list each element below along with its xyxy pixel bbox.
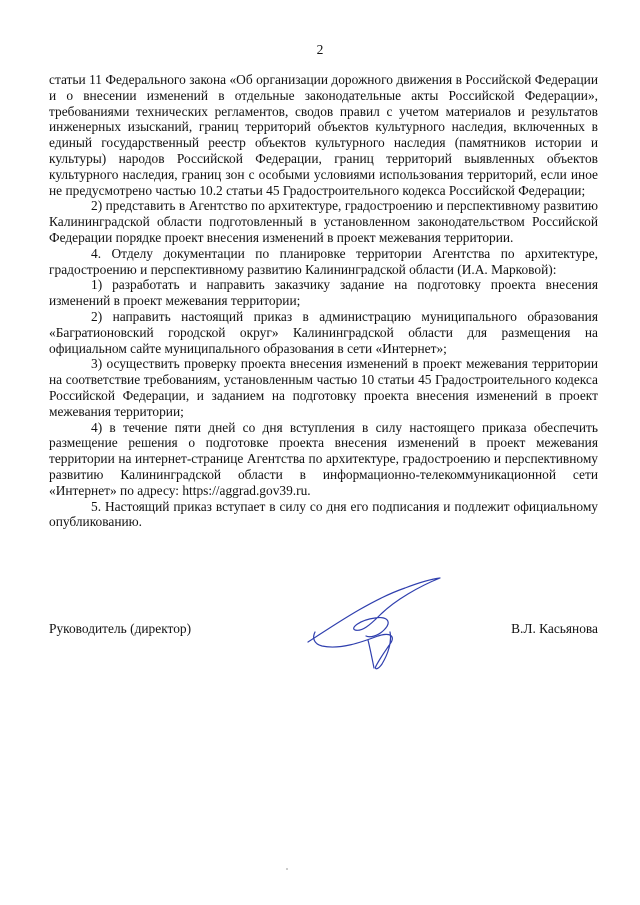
handwritten-signature xyxy=(300,570,450,675)
paragraph-subitem-2: 2) направить настоящий приказ в администрацию муниципального образования «Багратионовский городской округ» Калининградской области для размещения на официальном сайте муниципального образования в сети «Интернет»; xyxy=(49,308,598,356)
document-body xyxy=(49,72,598,530)
scan-dot xyxy=(286,868,288,870)
signer-name: В.Л. Касьянова xyxy=(511,621,598,636)
signature-stroke-tail xyxy=(368,640,374,668)
paragraph-subitem-4: 4) в течение пяти дней со дня вступления в силу настоящего приказа обеспечить размещение решения о подготовке проекта внесения изменений в проект межевания территории на интернет-странице Агентства по архитектуре, градостроению и перспективному развитию Калининградской области в информационно-телекоммуникационной сети «Интернет» по адресу: https://aggrad.gov39.ru. xyxy=(49,419,598,498)
signature-stroke-main xyxy=(308,578,440,642)
paragraph-subitem-1: 1) разработать и направить заказчику задание на подготовку проекта внесения изменений в проект межевания территории; xyxy=(49,277,598,309)
paragraph-section-4: 4. Отделу документации по планировке территории Агентства по архитектуре, градостроению и перспективному развитию Калининградской области (И.А. Марковой): xyxy=(49,245,598,277)
paragraph-continuation: статьи 11 Федерального закона «Об организации дорожного движения в Российской Федерации и о внесении изменений в отдельные законодательные акты Российской Федерации», требованиями технических регламентов, сводов правил с учетом материалов и результатов инженерных изысканий, границ территорий объектов культурного наследия, включенных в единый государственный реестр объектов культурного наследия (памятников истории и культуры) народов Российской Федерации, границ территорий выявленных объектов культурного наследия, границ зон с особыми условиями использования территорий, если иное не предусмотрено частью 10.2 статьи 45 Градостроительного кодекса Российской Федерации; xyxy=(49,72,598,198)
signature-stroke-loop xyxy=(314,632,393,669)
signer-title: Руководитель (директор) xyxy=(49,621,192,636)
paragraph-item-2: 2) представить в Агентство по архитектуре, градостроению и перспективному развитию Калининградской области подготовленный в установленном законодательством Российской Федерации порядке проект внесения изменений в проект межевания территории. xyxy=(49,198,598,245)
paragraph-section-5: 5. Настоящий приказ вступает в силу со дня его подписания и подлежит официальному опубликованию. xyxy=(49,498,598,530)
paragraph-subitem-3: 3) осуществить проверку проекта внесения изменений в проект межевания территории на соответствие требованиям, установленным частью 10 статьи 45 Градостроительного кодекса Российской Федерации, и заданием на подготовку проекта внесения изменений в проект межевания территории; xyxy=(49,356,598,419)
page-number: 2 xyxy=(316,42,324,57)
